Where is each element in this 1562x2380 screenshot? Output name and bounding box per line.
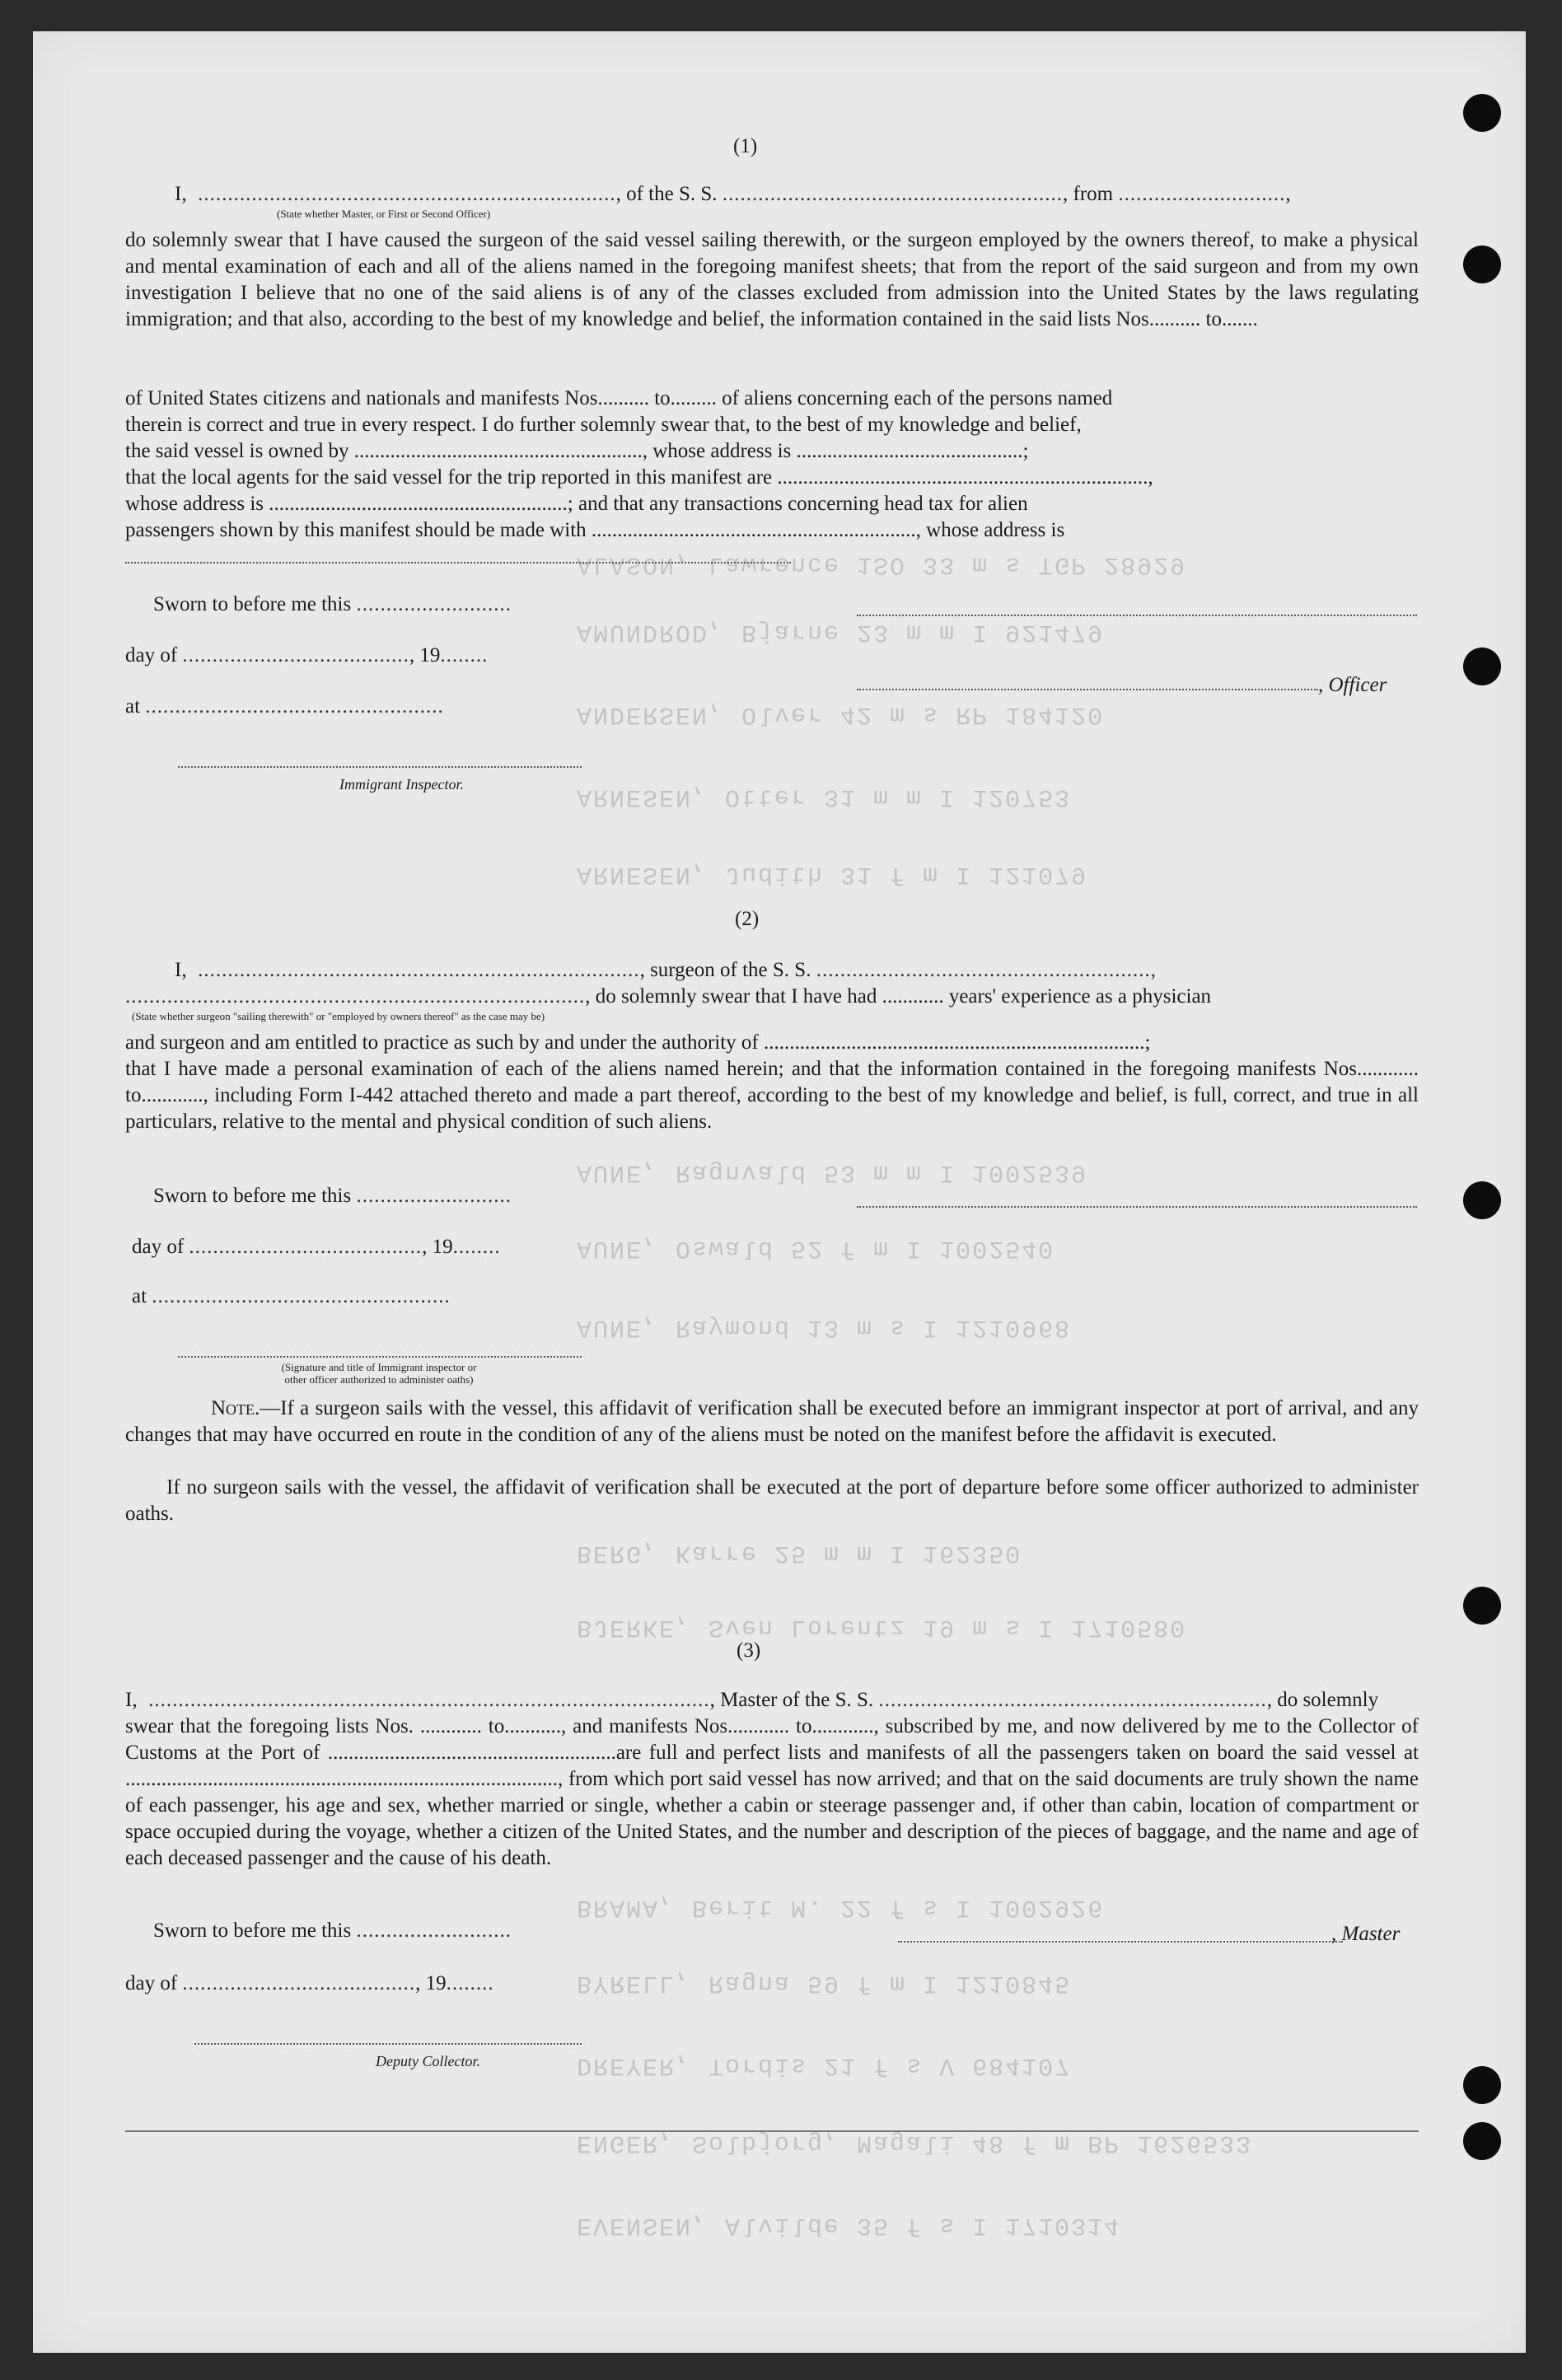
master-signature-line (898, 1941, 1343, 1943)
note-label: Note. (211, 1397, 260, 1419)
officer-label: , Officer (1318, 674, 1387, 696)
bleed-through-line: BJERKE, Sven Lorentz 19 m s I 1710580 (577, 1613, 1187, 1641)
day-of-text: day of (125, 1972, 178, 1994)
punch-hole (1463, 94, 1501, 132)
sworn-text: Sworn to before me this (153, 1919, 352, 1942)
sworn-text: Sworn to before me this (153, 593, 352, 615)
sworn-label (153, 591, 512, 618)
oath-line: and surgeon and am entitled to practice as such by and under the authority of ..........................................................................; (125, 1031, 1151, 1054)
oath-line: the said vessel is owned by ........................................................, whose address is ............................................; (125, 440, 1029, 462)
state-caption: (State whether surgeon "sailing therewith" or "employed by owners thereof" as the case may be) (132, 1010, 545, 1022)
blank-field: .................................................. (145, 695, 444, 718)
bleed-through-line: ENGER, Solbjorg, Magali 48 f m BP 1626533 (577, 2129, 1253, 2157)
day-of-line (132, 1234, 501, 1260)
blank-field: .......................................................................... (191, 959, 640, 981)
officer-signature-line (857, 615, 1417, 616)
sworn-text: Sworn to before me this (153, 1185, 352, 1207)
oath-body: that I have made a personal examination of each of the aliens named herein; and that the information contained in the foregoing manifests Nos............ to............, including Form I-442 attached thereto and made a part thereof, according to the best of my knowledge and belief, is full, correct, and true in all particulars, relative to the mental and physical condition of such aliens. (125, 1058, 1419, 1133)
oath-line: whose address is ..........................................................; and that any transactions concerning head tax for alien (125, 493, 1028, 515)
oath-line (175, 181, 1291, 208)
oath-prefix: I, (175, 959, 187, 981)
bleed-through-line: BERG, Karre 25 m m I 162350 (577, 1539, 1022, 1567)
blank-field: ....................................... (189, 1236, 423, 1258)
bleed-through-line: ALASON, Lawrence 1SO 33 m s TGP 28929 (577, 550, 1187, 578)
day-of-line (125, 643, 488, 669)
day-of-line (125, 1971, 494, 1997)
section-number: (1) (733, 135, 758, 157)
oath-body: swear that the foregoing lists Nos. ............ to..........., and manifests Nos............ to............, subscribed by me, and now delivered by me to the Collector of Customs at the Port of ........................................................are full and perfect lists and manifests of all the passengers taken on board the said vessel at ...................................................................................., from which port said vessel has now arrived; and that on the said documents are truly shown the name of each passenger, his age and sex, whether married or single, whether a cabin or steerage passenger and, if other than cabin, location of compartment or space occupied during the voyage, whether a citizen of the United States, and the number and description of the pieces of baggage, and the name and age of each deceased passenger and the cause of his death. (125, 1715, 1419, 1869)
signature-caption-line: other officer authorized to administer oaths) (284, 1373, 474, 1386)
oath-line: that the local agents for the said vessel for the trip reported in this manifest are ........................................................................, (125, 466, 1153, 489)
comma: , (1285, 183, 1291, 205)
blank-field: .......................... (356, 1919, 512, 1942)
bleed-through-line: AUNE, Oswald 52 f m I 1002540 (577, 1234, 1055, 1262)
oath-line (175, 957, 1157, 984)
bleed-through-line: DREYER, Tordis 21 f s V 684107 (577, 2051, 1072, 2079)
bleed-through-line: BRAMA, Berit M. 22 f s I 1002926 (577, 1893, 1105, 1921)
blank-field: ........ (446, 1972, 494, 1994)
sworn-label (153, 1918, 512, 1944)
master-label: , Master (1331, 1923, 1401, 1945)
at-line (132, 1284, 451, 1310)
punch-hole (1463, 245, 1501, 283)
section-number: (3) (737, 1639, 761, 1662)
bleed-through-line: ARNESEN, Judith 31 f m I 121079 (577, 860, 1088, 888)
year-prefix: , 19 (415, 1972, 447, 1994)
bleed-through-line: EVENSEN, Alvilde 35 f s I 1710314 (577, 2211, 1121, 2239)
oath-line: passengers shown by this manifest should be made with ..............................................................., whose address is (125, 519, 1065, 541)
oath-line: of United States citizens and nationals and manifests Nos.......... to......... of aliens concerning each of the persons named (125, 387, 1113, 409)
blank-field: .............................................................................................. (142, 1689, 710, 1711)
inspector-caption: Immigrant Inspector. (339, 776, 464, 793)
punch-hole (1463, 2066, 1501, 2104)
blank-field: ....................................... (182, 1972, 416, 1994)
sworn-label (153, 1183, 512, 1209)
bleed-through-line: ARNESEN, Otter 31 m m I 120753 (577, 783, 1072, 811)
surgeon-of-ship: , surgeon of the S. S. (639, 959, 811, 981)
blank-field: ................................................................. (878, 1689, 1267, 1711)
blank-field: ...................................................................... (191, 183, 616, 205)
punch-hole (1463, 2122, 1501, 2160)
note-paragraph (125, 1396, 1419, 1448)
oath-end: , do solemnly (1266, 1689, 1379, 1711)
blank-field: .................................................. (152, 1285, 451, 1307)
collector-signature-line (194, 2043, 582, 2045)
experience-text: , do solemnly swear that I have had ............ years' experience as a physician (585, 985, 1212, 1008)
oath-of-ship: , of the S. S. (615, 183, 718, 205)
note-text: —If a surgeon sails with the vessel, this affidavit of verification shall be executed before an immigrant inspector at port of arrival, and any changes that may have occurred en route in the condition of any of the aliens must be noted on the manifest before the affidavit is executed. (125, 1397, 1419, 1446)
day-of-text: day of (132, 1236, 185, 1258)
master-of-ship: , Master of the S. S. (709, 1689, 874, 1711)
signature-caption (198, 1361, 560, 1386)
officer-signature-line (857, 689, 1318, 690)
oath-body: do solemnly swear that I have caused the surgeon of the said vessel sailing therewith, or the surgeon employed by the owners thereof, to make a physical and mental examination of each and all of the aliens named in the foregoing manifest sheets; that from the report of the said surgeon and from my own investigation I believe that no one of the said aliens is of any of the classes excluded from admission into the United States by the laws regulating immigration; and that also, according to the best of my knowledge and belief, the information contained in the said lists Nos.......... to....... (125, 229, 1419, 330)
officer-signature-line (857, 1206, 1417, 1208)
bleed-through-line: ANDERSEN, Olver 42 m s RP 184120 (577, 700, 1105, 728)
inspector-signature-line (178, 766, 582, 768)
signature-caption-line: (Signature and title of Immigrant inspector or (281, 1361, 477, 1373)
blank-field: ............................ (1118, 183, 1286, 205)
at-text: at (132, 1285, 147, 1307)
blank-field: ........ (452, 1236, 501, 1258)
oath-line: therein is correct and true in every respect. I do further solemnly swear that, to the best of my knowledge and belief, (125, 414, 1082, 436)
blank-field (125, 562, 791, 563)
punch-hole (1463, 648, 1501, 685)
punch-hole (1463, 1587, 1501, 1625)
year-prefix: , 19 (409, 644, 441, 666)
at-line (125, 694, 444, 720)
blank-field: .......................... (356, 1185, 512, 1207)
note-paragraph: If no surgeon sails with the vessel, the affidavit of verification shall be executed at the port of departure before some officer authorized to administer oaths. (125, 1476, 1419, 1525)
oath-prefix: I, (125, 1689, 138, 1711)
year-prefix: , 19 (422, 1236, 453, 1258)
bleed-through-line: AMUNDROD, Bjarne 23 m m I 921479 (577, 618, 1105, 646)
oath-from: , from (1063, 183, 1114, 205)
state-caption: (State whether Master, or First or Second Officer) (277, 208, 491, 220)
blank-field: ...................................... (182, 644, 409, 666)
collector-caption: Deputy Collector. (376, 2053, 480, 2069)
blank-field: ............................................................................. (125, 985, 586, 1008)
day-of-text: day of (125, 644, 178, 666)
document-page (33, 31, 1526, 2353)
bleed-through-line: AUNE, Raymond 13 m s I 1210968 (577, 1313, 1072, 1341)
bleed-through-line: BYRELL, Ragna 59 f m I 1210845 (577, 1969, 1072, 1997)
at-text: at (125, 695, 141, 718)
bleed-through-line: AUNE, Ragnvald 53 m m I 1002539 (577, 1158, 1088, 1186)
divider-line (125, 2130, 1419, 2132)
inspector-signature-line (178, 1356, 582, 1358)
oath-line (125, 984, 1211, 1010)
oath-line (125, 1687, 1378, 1714)
punch-hole (1463, 1181, 1501, 1219)
oath-prefix: I, (175, 183, 187, 205)
blank-field: ........................................................, (816, 959, 1157, 981)
blank-field: ......................................................... (722, 183, 1064, 205)
section-number: (2) (735, 908, 760, 930)
blank-field: .......................... (356, 593, 512, 615)
blank-field: ........ (440, 644, 489, 666)
